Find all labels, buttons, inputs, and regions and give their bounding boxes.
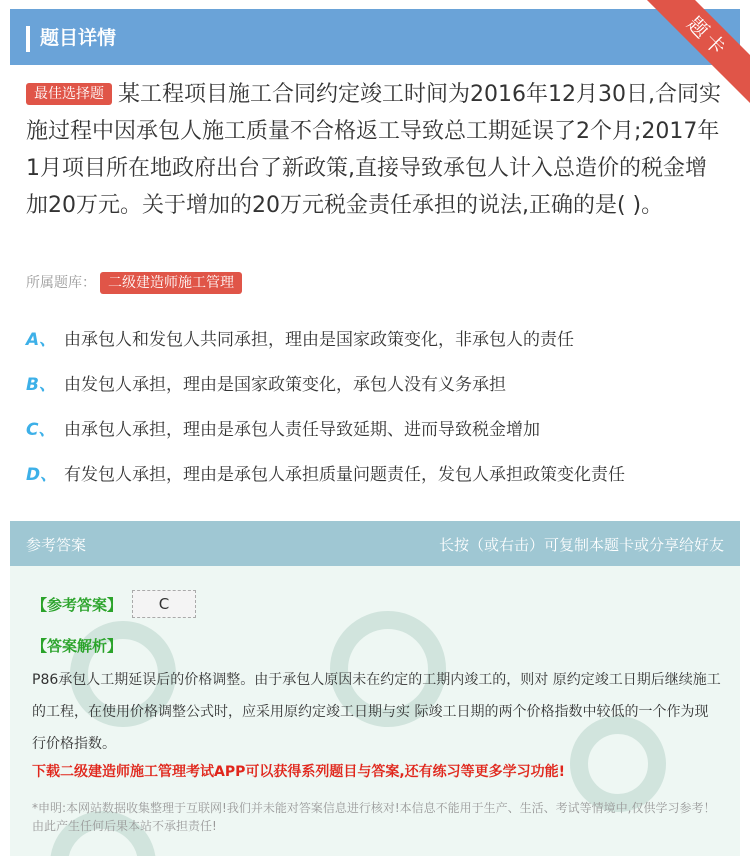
share-hint: 长按（或右击）可复制本题卡或分享给好友	[438, 536, 724, 554]
answer-header	[10, 521, 740, 566]
option-text: 由承包人承担，理由是承包人责任导致延期、进而导致税金增加	[64, 420, 540, 440]
corner-ribbon-label: 题卡	[640, 0, 750, 106]
page-header	[10, 9, 740, 65]
option-letter: B、	[26, 375, 56, 395]
answer-header-title: 参考答案	[26, 536, 87, 554]
page-title: 题目详情	[40, 27, 117, 49]
option-c[interactable]	[26, 415, 726, 460]
analysis-label: 【答案解析】	[32, 637, 123, 655]
option-letter: C、	[26, 420, 56, 440]
reference-answer-image: C	[132, 590, 196, 618]
app-promo-link[interactable]: 下载二级建造师施工管理考试APP可以获得系列题目与答案,还有练习等更多学习功能!	[32, 764, 566, 780]
options-list	[26, 325, 726, 505]
answer-panel	[10, 521, 740, 856]
option-a[interactable]	[26, 325, 726, 370]
question-bank	[26, 272, 248, 294]
option-text: 由承包人和发包人共同承担，理由是国家政策变化，非承包人的责任	[64, 330, 574, 350]
option-text: 有发包人承担，理由是承包人承担质量问题责任，发包人承担政策变化责任	[64, 465, 625, 485]
disclaimer-text: *申明:本网站数据收集整理于互联网!我们并未能对答案信息进行核对!本信息不能用于生产、生活、考试等情境中,仅供学习参考！由此产生任何后果本站不承担责任!	[32, 801, 716, 833]
option-letter: D、	[26, 465, 58, 485]
option-b[interactable]	[26, 370, 726, 415]
question-text: 某工程项目施工合同约定竣工时间为2016年12月30日,合同实施过程中因承包人施工质量不合格返工导致总工期延误了2个月;2017年1月项目所在地政府出台了新政策,直接导致承包人计入总造价的税金增加20万元。关于增加的20万元税金责任承担的说法,正确的是( )。	[26, 82, 721, 218]
reference-answer-label: 【参考答案】	[32, 596, 123, 614]
option-letter: A、	[26, 330, 57, 350]
option-d[interactable]	[26, 460, 726, 505]
question-block	[26, 76, 726, 224]
bank-name-badge[interactable]: 二级建造师施工管理	[100, 272, 242, 294]
bank-label: 所属题库：	[26, 275, 96, 291]
option-text: 由发包人承担，理由是国家政策变化，承包人没有义务承担	[64, 375, 506, 395]
header-accent-bar	[26, 26, 30, 52]
analysis-text: P86承包人工期延误后的价格调整。由于承包人原因未在约定的工期内竣工的，则对 原约定竣工日期后继续施工的工程，在使用价格调整公式时，应采用原约定竣工日期与实 际竣工日期的两个价格指数中较低的一个作为现行价格指数。	[32, 672, 721, 752]
question-type-badge: 最佳选择题	[26, 83, 112, 105]
